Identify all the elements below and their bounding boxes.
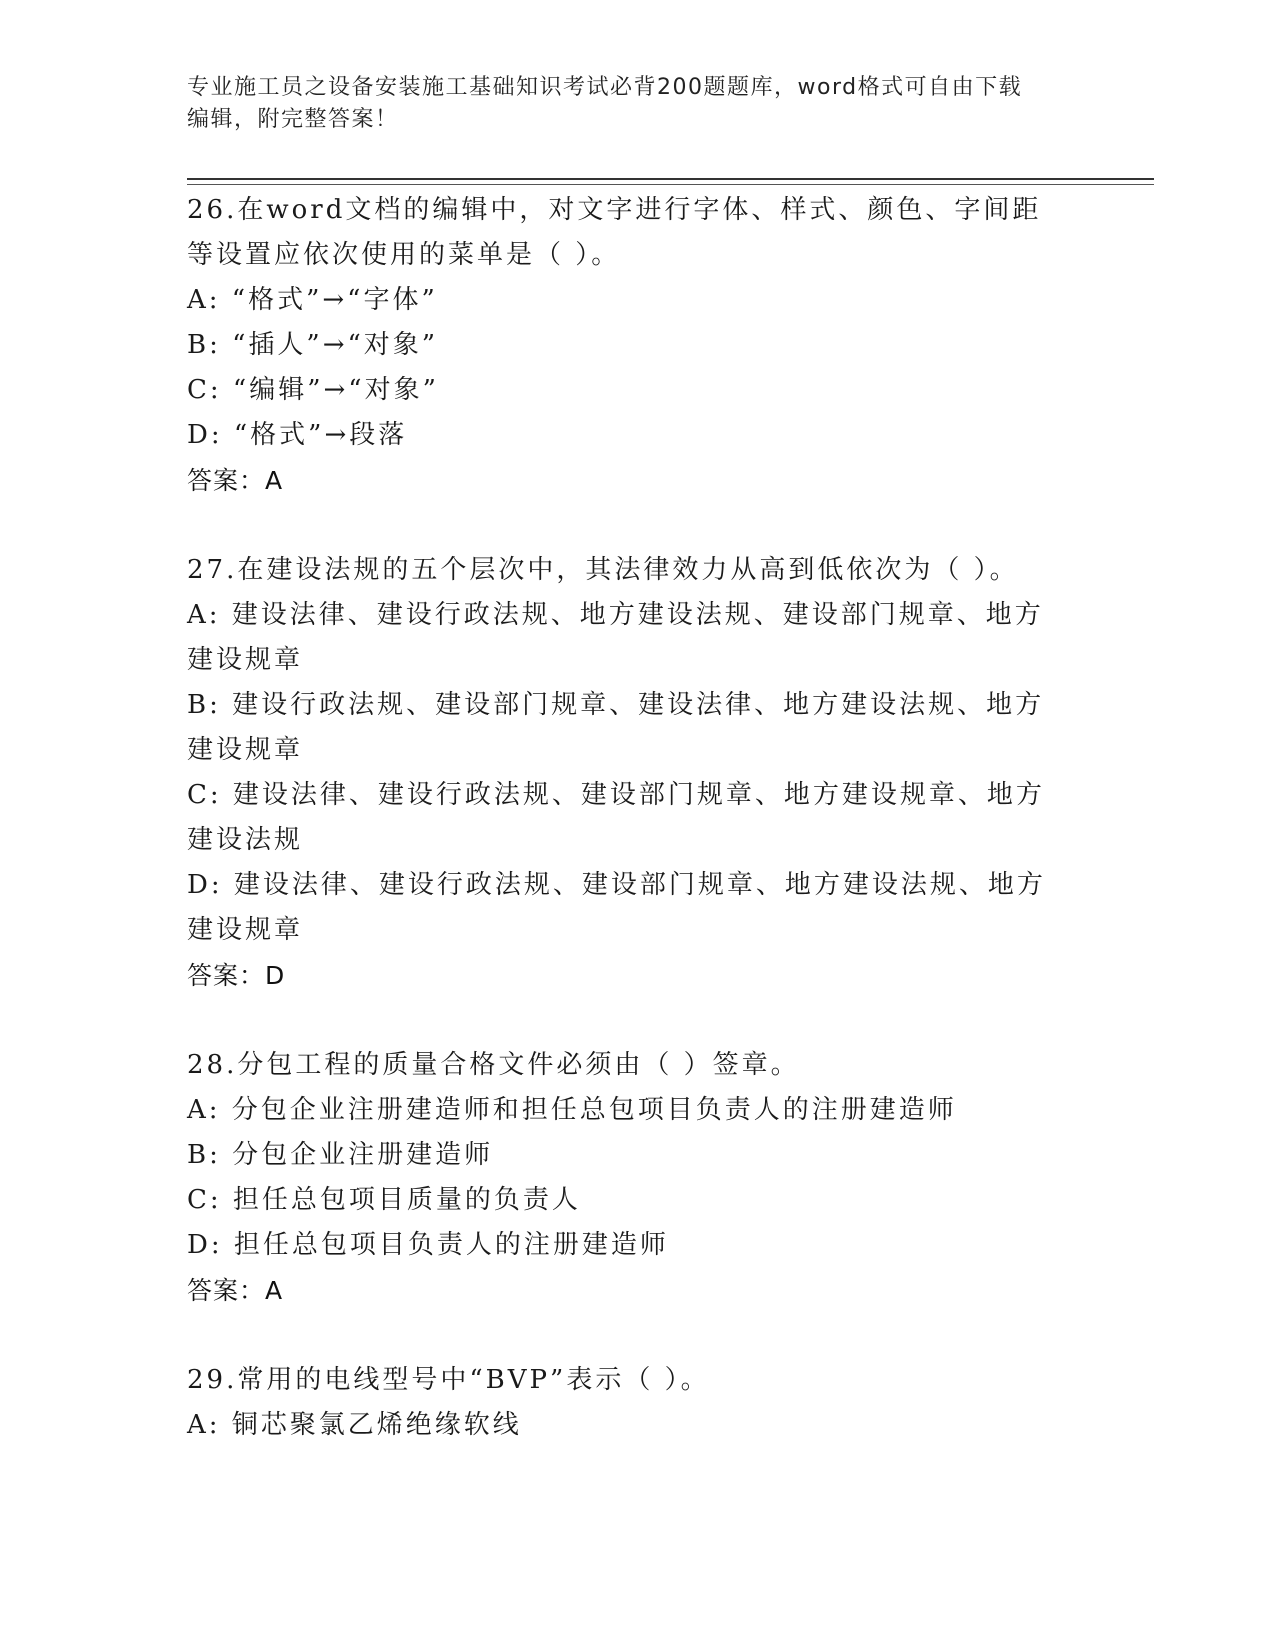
option-a: A: 建设法律、建设行政法规、地方建设法规、建设部门规章、地方建设规章 [187,600,1044,675]
question-text: 常用的电线型号中“BVP”表示（ ）。 [237,1365,710,1395]
answer-label: 答案： [187,466,266,495]
option-b: B: 建设行政法规、建设部门规章、建设法律、地方建设法规、地方建设规章 [187,690,1045,765]
question-text: 在word文档的编辑中，对文字进行字体、样式、颜色、字间距等设置应依次使用的菜单是（ ）。 [187,195,1042,270]
answer-value: A [265,1276,284,1305]
question-26 [187,188,1067,503]
option-a: A: 分包企业注册建造师和担任总包项目负责人的注册建造师 [187,1095,957,1125]
header-line-1: 专业施工员之设备安装施工基础知识考试必背200题题库，word格式可自由下载 [187,75,1023,100]
answer-value: A [265,466,284,495]
option-d: D: 担任总包项目负责人的注册建造师 [187,1230,669,1260]
option-c: C: 建设法律、建设行政法规、建设部门规章、地方建设规章、地方建设法规 [187,780,1045,855]
option-d: D: “格式”→段落 [187,420,408,450]
answer-line [187,458,1067,503]
question-stem [187,1043,1067,1088]
question-stem [187,1358,1067,1403]
answer-line [187,1268,1067,1313]
question-stem [187,548,1067,593]
question-stem [187,188,1067,278]
option-c: C: 担任总包项目质量的负责人 [187,1185,581,1215]
question-number: 26. [187,195,238,225]
option-a: A: 铜芯聚氯乙烯绝缘软线 [187,1410,522,1440]
option-b: B: 分包企业注册建造师 [187,1140,494,1170]
question-29 [187,1358,1067,1448]
answer-label: 答案： [187,961,266,990]
question-number: 29. [187,1365,238,1395]
option-d: D: 建设法律、建设行政法规、建设部门规章、地方建设法规、地方建设规章 [187,870,1046,945]
option-c: C: “编辑”→“对象” [187,375,439,405]
header-line-2: 编辑，附完整答案！ [187,107,399,132]
answer-value: D [265,961,286,990]
question-text: 分包工程的质量合格文件必须由（ ）签章。 [237,1050,800,1080]
question-text: 在建设法规的五个层次中，其法律效力从高到低依次为（ ）。 [237,555,1019,585]
question-28 [187,1043,1067,1313]
question-27 [187,548,1067,998]
option-b: B: “插人”→“对象” [187,330,439,360]
answer-label: 答案： [187,1276,266,1305]
question-number: 27. [187,555,238,585]
answer-line [187,953,1067,998]
header-divider-thick [187,178,1154,180]
header-divider-thin [187,184,1154,185]
document-header [187,72,1067,136]
question-number: 28. [187,1050,238,1080]
option-a: A: “格式”→“字体” [187,285,438,315]
question-list [187,188,1067,1493]
